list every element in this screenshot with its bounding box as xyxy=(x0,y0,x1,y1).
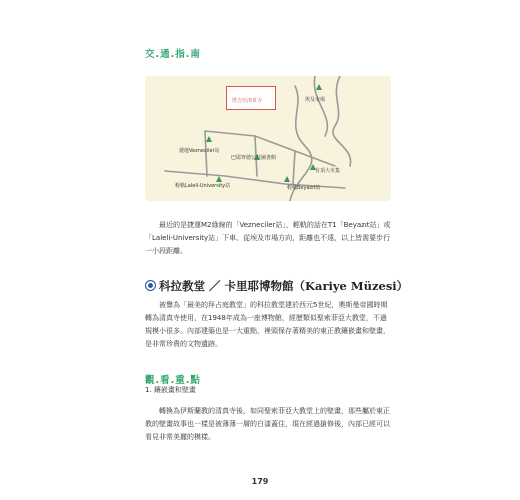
kariye-title: 科拉教堂 ／ 卡里耶博物館（Kariye Müzesi） xyxy=(159,279,409,293)
map-label-library: 巴耶齊德公共圖書館 xyxy=(231,155,277,161)
section-heading-kariye xyxy=(145,278,409,294)
list-item-mosaics: 1. 鑲嵌畫和壁畫 xyxy=(145,386,196,394)
location-map xyxy=(145,76,391,201)
map-label-beyazit: 輕軌Beyazıt站 xyxy=(287,185,321,191)
paragraph-kariye: 被譽為「最美的拜占庭教堂」的科拉教堂建於西元5世紀，奧斯曼帝國時期轉為清真寺使用，在1948年成為一座博物館，經歷類似聖索菲亞大教堂，不過規模小很多。內部建築也是一大重點，裡頭保存著精美的東正教鑲嵌畫和壁畫，是非常珍貴的文物遺跡。 xyxy=(145,301,390,348)
map-highlight-box xyxy=(226,86,276,110)
map-label-mosque: 塔吉亞清真寺 xyxy=(232,98,263,104)
map-label-market: 埃及市場 xyxy=(305,97,326,103)
map-label-vezneciler: 捷運Vezneciler站 xyxy=(179,148,220,154)
section-heading-highlights: 觀.看.重.點 xyxy=(145,375,201,386)
paragraph-mosaics: 轉換為伊斯蘭教的清真寺後，如同聖索菲亞大教堂上的壁畫，那些屬於東正教的壁畫故事也一樣是被薄薄一層的白漆蓋住，現在經過搶修後，內部已經可以看見非常美麗的模樣。 xyxy=(145,407,390,441)
section-heading-transport: 交.通.指.南 xyxy=(145,49,201,60)
page-number: 179 xyxy=(251,477,269,486)
paragraph-transport: 最近的是捷運M2綠線的「Vezneciler站」，輕軌的話在T1「Beyazıt站」或「Laleli-University站」下車。從埃及市場方向，距離也不遠，以上皆需要步行一小段距離。 xyxy=(145,221,391,255)
map-label-laleli: 輕軌Laleli-University站 xyxy=(175,183,231,189)
map-label-grand-bazaar: 有頂大市集 xyxy=(315,168,341,174)
bullet-icon xyxy=(145,280,156,291)
